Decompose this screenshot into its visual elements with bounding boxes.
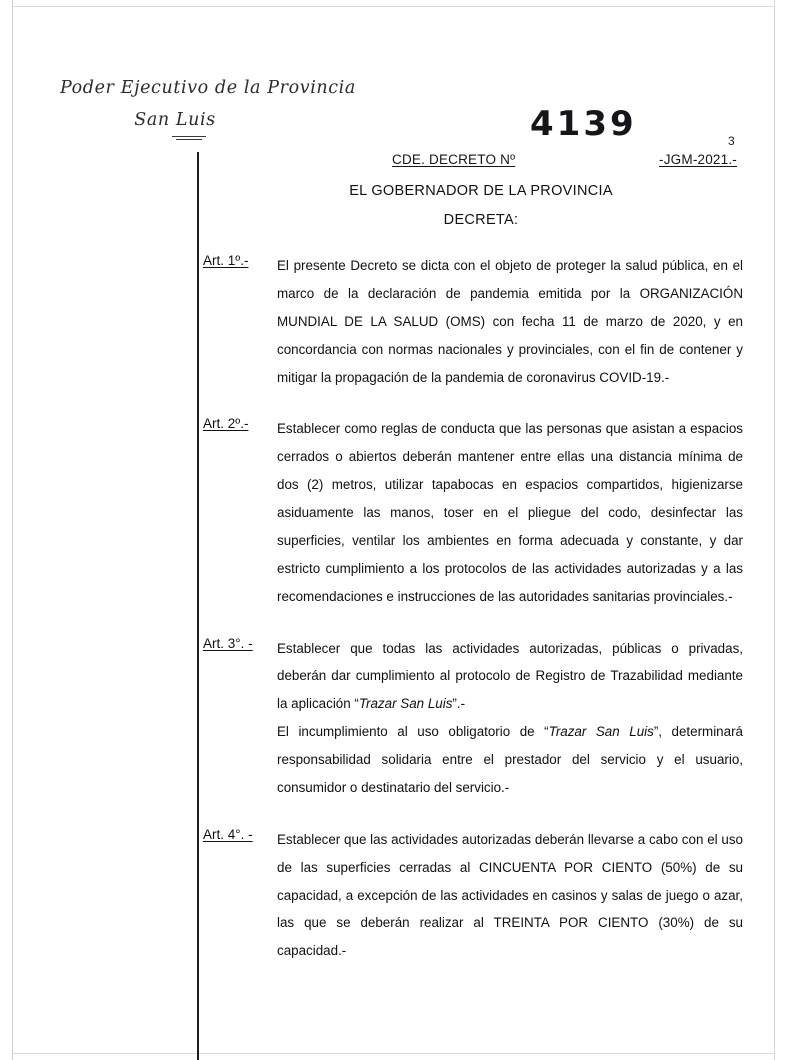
left-margin-rule	[197, 152, 199, 1060]
article-1-label: Art. 1º.-	[203, 253, 249, 268]
article-4-label: Art. 4°. -	[203, 826, 253, 842]
decree-number-value: 4139	[530, 104, 637, 144]
article-1-paragraph-1: El presente Decreto se dicta con el objeto de proteger la salud pública, en el marco de la declaración de pandemia emitida por la ORGANIZACIÓN MUNDIAL DE LA SALUD (OMS) con fecha 11 de marzo de 2020, y en concordancia con normas nacionales y provinciales, con el fin de contener y mitigar la propagación de la pandemia de coronavirus COVID-19.-	[277, 258, 743, 385]
cde-decreto-label: CDE. DECRETO Nº	[392, 152, 516, 167]
article-2-label: Art. 2º.-	[203, 416, 249, 432]
article-3-label: Art. 3°. -	[203, 635, 253, 651]
decree-number-stamp	[530, 104, 637, 144]
article-2-body	[277, 415, 743, 610]
letterhead-underline-2	[176, 139, 202, 140]
article-2	[203, 415, 743, 610]
article-3-paragraph-2: El incumplimiento al uso obligatorio de “Trazar San Luis”, determinará responsabilidad solidaria entre el prestador del servicio y el usuario, consumidor o destinatario del servicio.-	[277, 724, 743, 795]
heading-governor: EL GOBERNADOR DE LA PROVINCIA	[349, 183, 613, 199]
articles-list	[203, 252, 743, 989]
letterhead-underline-1	[172, 136, 206, 137]
article-1-body	[277, 252, 743, 391]
page-edge-left	[12, 0, 13, 1060]
article-3-paragraph-1: Establecer que todas las actividades autorizadas, públicas o privadas, deberán dar cumplimiento al protocolo de Registro de Trazabilidad mediante la aplicación “Trazar San Luis”.-	[277, 640, 743, 712]
letterhead-line-2: San Luis	[134, 109, 216, 130]
article-4	[203, 826, 743, 965]
cde-decreto-line	[392, 152, 737, 167]
page-edge-bottom	[12, 1053, 775, 1054]
page-edge-right	[774, 0, 775, 1060]
page-number: 3	[728, 134, 735, 148]
decree-heading	[225, 183, 737, 228]
article-1	[203, 252, 743, 391]
article-4-paragraph-1: Establecer que las actividades autorizadas deberán llevarse a cabo con el uso de las superficies cerradas al CINCUENTA POR CIENTO (50%) de su capacidad, a excepción de las actividades en casinos y salas de juego o azar, las que se deberán realizar al TREINTA POR CIENTO (30%) de su capacidad.-	[277, 831, 743, 959]
article-3	[203, 635, 743, 802]
page-edge-top	[12, 6, 775, 7]
cde-jgm-suffix: -JGM-2021.-	[659, 152, 737, 167]
article-4-body	[277, 826, 743, 965]
letterhead-line-1: Poder Ejecutivo de la Provincia	[60, 78, 356, 98]
article-2-paragraph-1: Establecer como reglas de conducta que las personas que asistan a espacios cerrados o abiertos deberán mantener entre ellas una distancia mínima de dos (2) metros, utilizar tapabocas en espacios compartidos, higienizarse asiduamente las manos, toser en el pliegue del codo, desinfectar las superficies, ventilar los ambientes en forma adecuada y constante, y dar estricto cumplimiento a los protocolos de las actividades autorizadas y a las recomendaciones e instrucciones de las autoridades sanitarias provinciales.-	[277, 421, 743, 604]
heading-decreta: DECRETA:	[443, 212, 519, 228]
article-3-body	[277, 635, 743, 802]
letterhead	[60, 78, 360, 140]
